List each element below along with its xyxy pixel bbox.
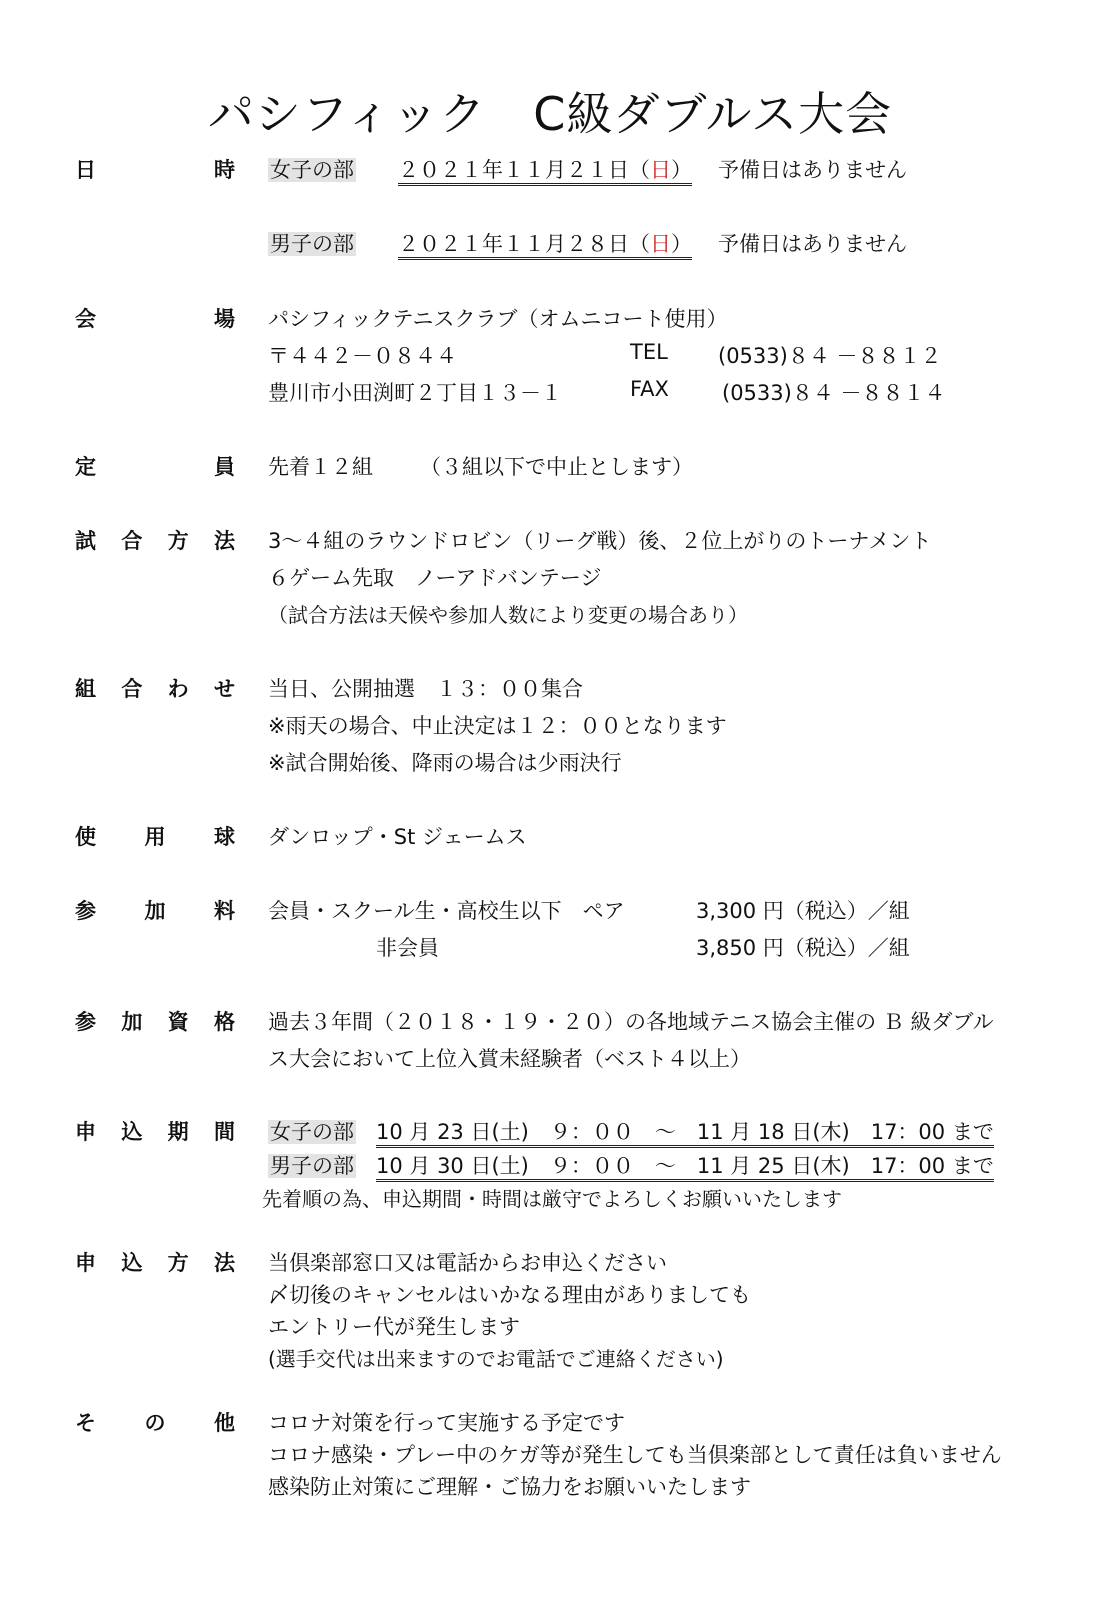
tel-number: (0533)８４ －８８１２ [718,344,942,368]
other-line: 感染防止対策にご理解・ご協力をお願いいたします [268,1475,751,1499]
method-line: (選手交代は出来ますのでお電話でご連絡ください) [268,1347,724,1371]
section-label-draw: 組 合 わ せ [75,677,235,701]
women-date [398,154,692,184]
period-women-range: 10 月 23 日(土) ９：００ ～ 11 月 18 日(木) 17：00 まで [376,1116,994,1146]
eligibility-line: ス大会において上位入賞未経験者（ベスト４以上） [268,1047,751,1071]
eligibility-line: 過去３年間（２０１８・１９・２０）の各地域テニス協会主催の Ｂ 級ダブル [268,1010,994,1034]
men-part-tag: 男子の部 [270,232,354,256]
section-label-other: そ の 他 [75,1411,235,1435]
period-men-tag: 男子の部 [270,1154,354,1178]
ball-value: ダンロップ・St ジェームス [268,825,527,849]
section-label-fee: 参 加 料 [75,899,235,923]
method-line: 当倶楽部窓口又は電話からお申込ください [268,1251,667,1275]
format-line: 3～４組のラウンドロビン（リーグ戦）後、２位上がりのトーナメント [268,529,932,553]
men-reserve-note: 予備日はありません [718,232,907,256]
capacity-note: （３組以下で中止とします） [420,455,693,479]
format-line: ６ゲーム先取 ノーアドバンテージ [268,566,602,590]
page-title: パシフィック C級ダブルス大会 [207,87,893,141]
draw-line: ※試合開始後、降雨の場合は少雨決行 [268,751,622,775]
section-label-period: 申 込 期 間 [75,1120,235,1144]
fax-label: FAX [630,377,669,401]
venue-postal: 〒４４２－０８４４ [268,344,457,368]
tel-label: TEL [630,340,668,364]
fee-price-member: 3,300 円（税込）／組 [696,899,910,923]
women-part-tag: 女子の部 [270,158,354,182]
venue-name: パシフィックテニスクラブ（オムニコート使用） [268,307,728,331]
fee-who-member: 会員・スクール生・高校生以下 ペア [268,899,625,923]
method-line: エントリー代が発生します [268,1315,520,1339]
method-line: 〆切後のキャンセルはいかなる理由がありましても [268,1283,751,1307]
draw-line: 当日、公開抽選 １３：００集合 [268,677,583,701]
period-note: 先着順の為、申込期間・時間は厳守でよろしくお願いいたします [262,1187,842,1211]
section-label-format: 試 合 方 法 [75,529,235,553]
draw-line: ※雨天の場合、中止決定は１２：００となります [268,714,727,738]
fax-number: (0533)８４ －８８１４ [722,381,946,405]
other-line: コロナ対策を行って実施する予定です [268,1411,625,1435]
section-label-capacity: 定 員 [75,455,235,479]
period-men-range: 10 月 30 日(土) ９：００ ～ 11 月 25 日(木) 17：00 まで [376,1150,994,1180]
women-date-underlined: ２０２１年１１月２１日（日） [398,158,692,186]
section-label-venue: 会 場 [75,307,235,331]
section-label-date: 日 時 [75,158,235,182]
capacity-value: 先着１２組 [268,455,373,479]
venue-address: 豊川市小田渕町２丁目１３－１ [268,381,562,405]
period-women-tag: 女子の部 [270,1120,354,1144]
other-line: コロナ感染・プレー中のケガ等が発生しても当倶楽部として責任は負いません [268,1443,1002,1467]
men-date-underlined: ２０２１年１１月２８日（日） [398,232,692,260]
men-date [398,228,692,258]
fee-price-nonmember: 3,850 円（税込）／組 [696,936,910,960]
section-label-ball: 使 用 球 [75,825,235,849]
format-line: （試合方法は天候や参加人数により変更の場合あり） [268,603,748,627]
fee-who-nonmember: 非会員 [376,936,439,960]
section-label-method: 申 込 方 法 [75,1251,235,1275]
section-label-eligibility: 参 加 資 格 [75,1010,235,1034]
women-reserve-note: 予備日はありません [718,158,907,182]
